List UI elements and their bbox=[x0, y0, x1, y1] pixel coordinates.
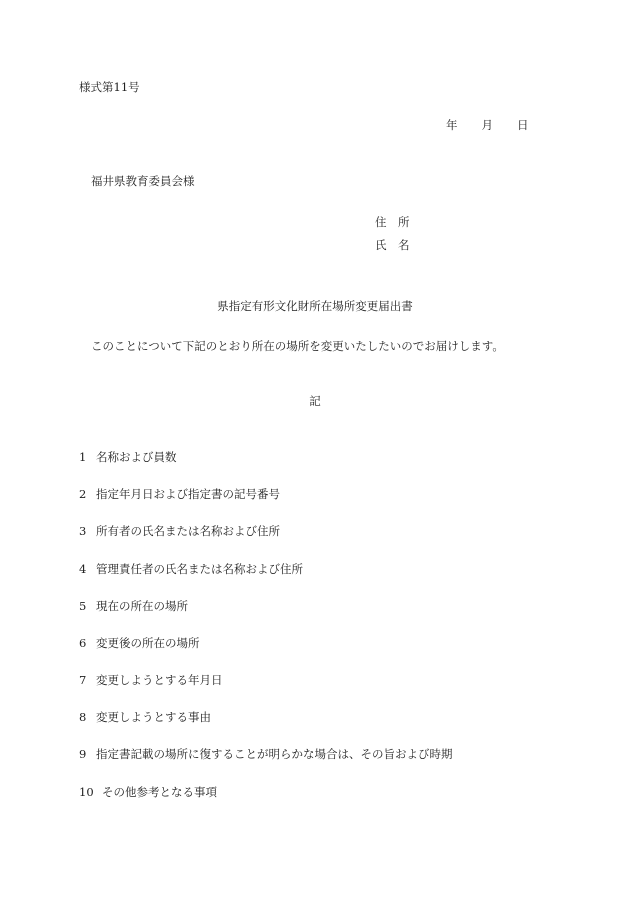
list-item bbox=[79, 675, 223, 687]
item-number: 6 bbox=[79, 636, 87, 650]
item-number: 9 bbox=[79, 747, 87, 761]
item-text: 指定年月日および指定書の記号番号 bbox=[96, 487, 280, 501]
item-text: 名称および員数 bbox=[96, 450, 177, 464]
ki-heading: 記 bbox=[309, 394, 321, 408]
item-number: 4 bbox=[79, 562, 87, 576]
item-number: 8 bbox=[79, 710, 87, 724]
item-number: 1 bbox=[79, 450, 87, 464]
item-text: 変更しようとする事由 bbox=[96, 710, 211, 724]
item-text: 現在の所在の場所 bbox=[96, 599, 188, 613]
list-item bbox=[79, 749, 453, 761]
list-item bbox=[79, 638, 200, 650]
item-number: 2 bbox=[79, 487, 87, 501]
item-number: 5 bbox=[79, 599, 87, 613]
intro-text: このことについて下記のとおり所在の場所を変更いたしたいのでお届けします。 bbox=[91, 339, 504, 353]
item-text: 管理責任者の氏名または名称および住所 bbox=[96, 562, 303, 576]
date-year-label: 年 bbox=[446, 118, 458, 132]
list-item bbox=[79, 787, 217, 799]
name-label: 氏 名 bbox=[375, 238, 410, 252]
form-number: 様式第11号 bbox=[79, 80, 140, 94]
date-line bbox=[446, 120, 529, 132]
list-item bbox=[79, 452, 177, 464]
address-label: 住 所 bbox=[375, 215, 410, 229]
list-item bbox=[79, 564, 303, 576]
document-title: 県指定有形文化財所在場所変更届出書 bbox=[217, 299, 413, 313]
item-text: 変更しようとする年月日 bbox=[96, 673, 223, 687]
item-text: その他参考となる事項 bbox=[102, 785, 217, 799]
item-text: 所有者の氏名または名称および住所 bbox=[96, 524, 280, 538]
list-item bbox=[79, 712, 211, 724]
list-item bbox=[79, 601, 188, 613]
date-day-label: 日 bbox=[517, 118, 529, 132]
item-text: 変更後の所在の場所 bbox=[96, 636, 200, 650]
item-number: 7 bbox=[79, 673, 87, 687]
item-number: 10 bbox=[79, 785, 94, 799]
date-month-label: 月 bbox=[481, 118, 493, 132]
item-number: 3 bbox=[79, 524, 87, 538]
list-item bbox=[79, 526, 280, 538]
addressee: 福井県教育委員会様 bbox=[91, 174, 195, 188]
item-text: 指定書記載の場所に復することが明らかな場合は、その旨および時期 bbox=[96, 747, 453, 761]
list-item bbox=[79, 489, 280, 501]
